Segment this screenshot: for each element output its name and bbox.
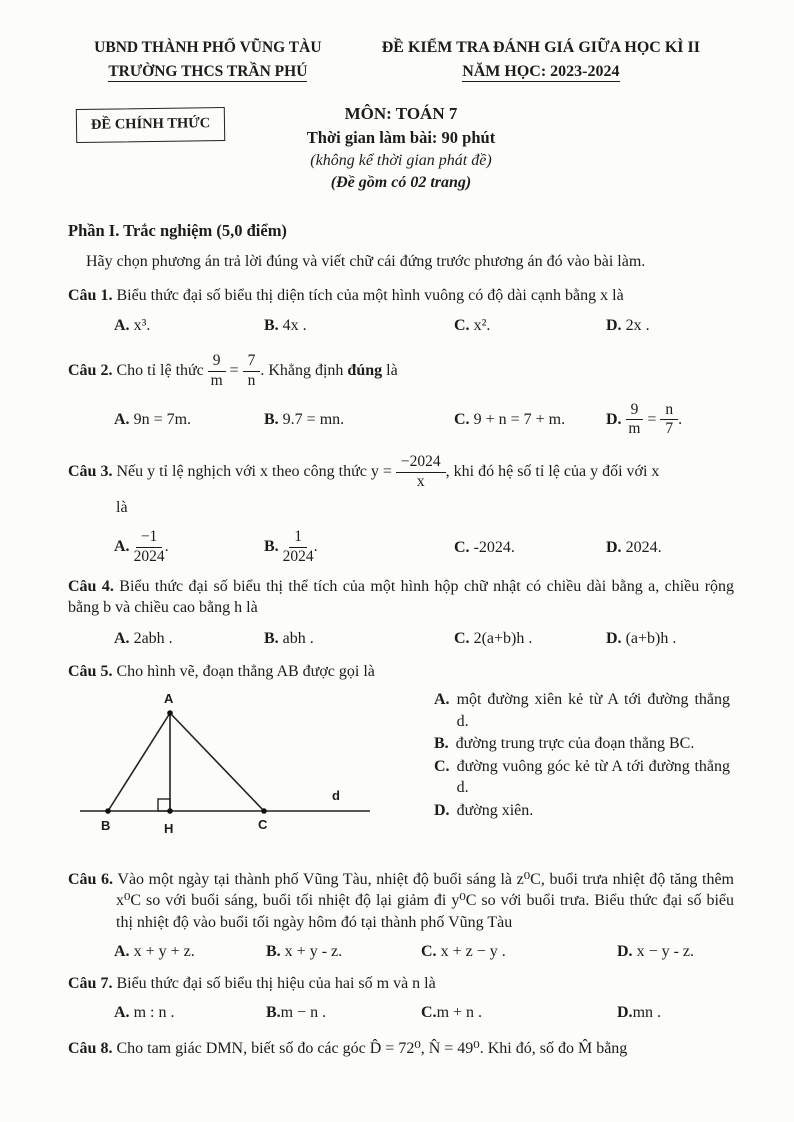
q8-angle-m: M̂	[577, 1040, 593, 1058]
document-header	[68, 36, 734, 84]
subject-title: MÔN: TOÁN 7	[344, 104, 458, 124]
q4-label: Câu 4.	[68, 577, 114, 595]
q3-label: Câu 3.	[68, 462, 113, 480]
q4-text: Biểu thức đại số biểu thị thể tích của một hình hộp chữ nhật có chiều dài bằng a, chiều rộng bằng b và chiều cao bằng h là	[68, 577, 735, 617]
q1-option-b: B. 4x .	[264, 317, 307, 335]
q6-option-a: A. x + y + z.	[114, 943, 195, 961]
q7-text: Biểu thức đại số biểu thị hiệu của hai số m và n là	[116, 974, 436, 992]
q2-fraction-right: $\frac{7}{n}$	[243, 353, 261, 389]
q1-text: Biểu thức đại số biểu thị diện tích của một hình vuông có độ dài cạnh bằng x là	[116, 286, 624, 304]
q8-tail: bằng	[596, 1040, 628, 1058]
q5-option-a: A. một đường xiên kẻ từ A tới đường thẳng d.	[434, 690, 730, 730]
q5-body	[68, 689, 734, 851]
point-label-h: H	[164, 820, 174, 836]
q2-option-b: B. 9.7 = mn.	[264, 410, 345, 428]
org-name: UBND THÀNH PHỐ VŨNG TÀU	[94, 39, 322, 56]
q2-fraction-left: $\frac{9}{m}$	[208, 353, 226, 389]
question-5	[68, 661, 734, 850]
q3-tail2: là	[116, 499, 128, 517]
exam-title: ĐỀ KIỂM TRA ĐÁNH GIÁ GIỮA HỌC KÌ II	[381, 39, 700, 56]
q5-options	[434, 689, 730, 851]
q5-label: Câu 5.	[68, 663, 113, 681]
q2-tail-end: là	[386, 361, 398, 379]
q4-options	[114, 628, 734, 650]
q7-label: Câu 7.	[68, 974, 113, 992]
q1-option-a: A. x³.	[114, 317, 151, 335]
header-right	[348, 36, 734, 84]
q4-option-c: C. 2(a+b)h .	[454, 629, 533, 647]
q6-option-c: C. x + z − y .	[421, 943, 506, 961]
q3-lead: Nếu y tỉ lệ nghịch với x theo công thức	[116, 462, 367, 480]
q6-label: Câu 6.	[68, 870, 114, 888]
q3-tail: , khi đó hệ số tỉ lệ của y đối với x	[445, 462, 660, 480]
q6-option-d: D. x − y - z.	[617, 943, 695, 961]
q3-option-b-fraction: $\frac{1}{2024}$	[282, 528, 314, 565]
q7-option-c: C.m + n .	[421, 1004, 483, 1022]
q2-label: Câu 2.	[68, 361, 113, 379]
q6-option-b: B. x + y - z.	[266, 943, 343, 961]
question-4	[68, 576, 734, 650]
q2-option-d: D. $\frac{9}{m}$ = $\frac{n}{7}$ .	[606, 400, 683, 438]
triangle-figure-svg	[74, 689, 389, 844]
question-3	[68, 454, 734, 566]
note-pages: (Đề gồm có 02 trang)	[330, 174, 472, 192]
exam-info-block	[68, 102, 734, 206]
q1-option-c: C. x².	[454, 317, 491, 335]
q2-tail-bold: đúng	[347, 361, 383, 379]
official-exam-label: ĐỀ CHÍNH THỨC	[90, 115, 211, 133]
q6-text: Vào một ngày tại thành phố Vũng Tàu, nhiệt độ buổi sáng là z⁰C, buổi trưa nhiệt độ tăng thêm x⁰C so với buổi sáng, buổi tối nhiệt độ lại giảm đi y⁰C so với buổi trưa. Biểu thức đại số biểu thị nhiệt độ vào buổi tối ngày hôm đó tại thành phố Vũng Tàu	[116, 870, 735, 931]
q2-option-a: A. 9n = 7m.	[114, 410, 192, 428]
q2-tail: . Khẳng định	[260, 361, 344, 379]
q4-option-d: D. (a+b)h .	[606, 629, 677, 647]
header-left	[68, 36, 348, 84]
q2-option-d-fraction-right: $\frac{n}{7}$	[660, 402, 678, 438]
q5-option-c: C. đường vuông góc kẻ từ A tới đường thẳng d.	[434, 757, 730, 797]
equals-sign: =	[647, 410, 657, 428]
part1-heading: Phần I. Trắc nghiệm (5,0 điểm)	[68, 221, 287, 241]
school-name: TRƯỜNG THCS TRẦN PHÚ	[108, 63, 308, 81]
q7-options	[114, 1002, 734, 1024]
q3-option-c: C. -2024.	[454, 538, 515, 556]
q7-option-d: D.mn .	[617, 1004, 662, 1022]
point-label-c: C	[258, 816, 268, 832]
q4-option-b: B. abh .	[264, 629, 314, 647]
equals-sign: =	[229, 361, 239, 379]
q3-option-d: D. 2024.	[606, 538, 662, 556]
q8-mid: . Khi đó, số đo	[479, 1040, 574, 1058]
q3-options	[114, 529, 734, 565]
school-year: NĂM HỌC: 2023-2024	[462, 63, 620, 80]
q5-option-d: D. đường xiên.	[434, 801, 534, 819]
note-time: (không kể thời gian phát đề)	[310, 151, 492, 169]
q7-option-a: A. m : n .	[114, 1004, 175, 1022]
q2-options	[114, 402, 734, 438]
point-label-b: B	[101, 817, 111, 833]
q2-lead: Cho tỉ lệ thức	[116, 361, 204, 379]
q3-option-a-fraction: $\frac{-1}{2024}$	[133, 528, 165, 565]
q5-text: Cho hình vẽ, đoạn thẳng AB được gọi là	[116, 663, 375, 681]
q3-option-a: A. $\frac{-1}{2024}$ .	[114, 528, 169, 565]
question-6	[68, 869, 734, 934]
question-2	[68, 353, 734, 438]
q8-angle-values: D̂ = 72⁰, N̂ = 49⁰	[369, 1040, 480, 1058]
q3-formula-lhs: y =	[370, 462, 392, 480]
q5-option-b: B. đường trung trực của đoạn thẳng BC.	[434, 735, 695, 753]
question-1	[68, 285, 734, 337]
q8-label: Câu 8.	[68, 1040, 113, 1058]
q1-option-d: D. 2x .	[606, 317, 650, 335]
q3-formula-fraction: $\frac{-2024}{x}$	[396, 454, 446, 490]
q3-option-b: B. $\frac{1}{2024}$ .	[264, 528, 318, 565]
line-label-d: d	[332, 787, 340, 803]
q8-lead: Cho tam giác DMN, biết số đo các góc	[116, 1040, 366, 1058]
triangle-figure	[74, 689, 389, 851]
question-8	[68, 1038, 734, 1060]
q6-options	[114, 941, 734, 963]
question-7	[68, 973, 734, 1024]
q1-options	[114, 315, 734, 337]
official-exam-stamp	[76, 107, 226, 143]
q4-option-a: A. 2abh .	[114, 629, 173, 647]
q2-option-d-fraction-left: $\frac{9}{m}$	[626, 402, 644, 438]
q7-option-b: B.m − n .	[266, 1004, 327, 1022]
instruction-text: Hãy chọn phương án trả lời đúng và viết chữ cái đứng trước phương án đó vào bài làm.	[86, 253, 646, 271]
point-label-a: A	[164, 690, 174, 706]
duration-line: Thời gian làm bài: 90 phút	[306, 128, 496, 148]
q1-label: Câu 1.	[68, 286, 113, 304]
q2-option-c: C. 9 + n = 7 + m.	[454, 410, 566, 428]
